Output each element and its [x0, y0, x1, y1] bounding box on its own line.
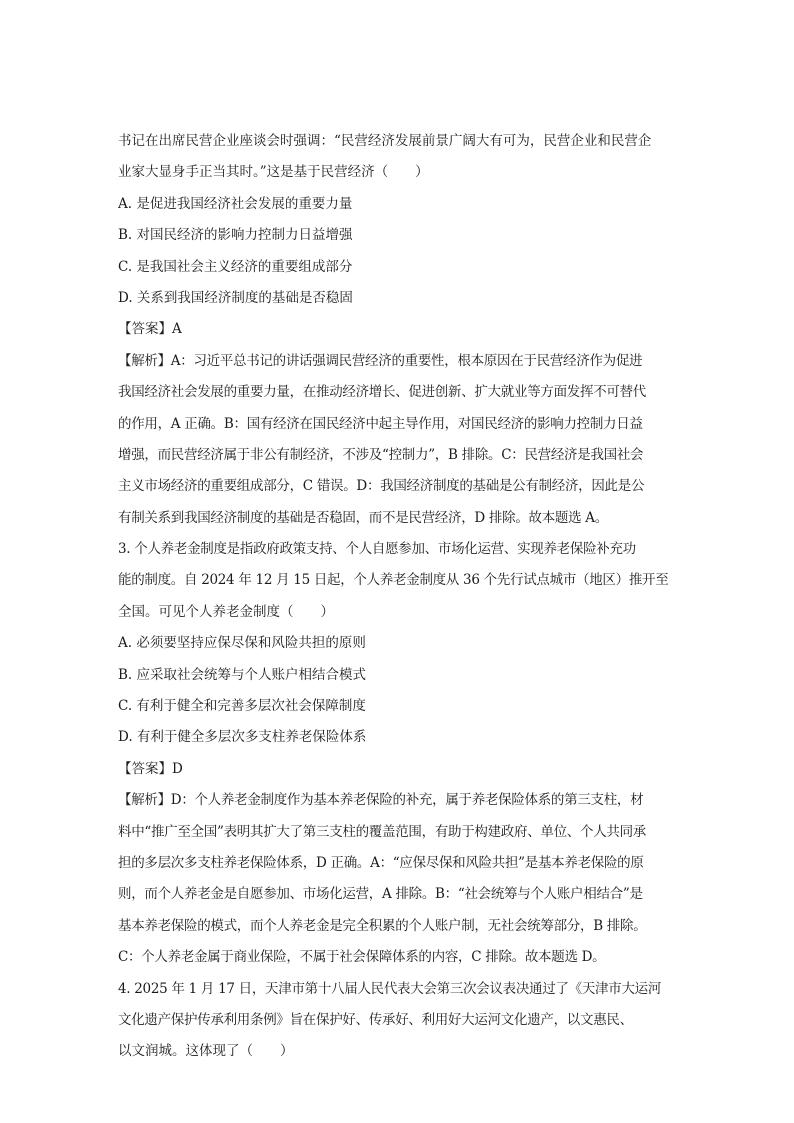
option-d: D. 关系到我国经济制度的基础是否稳固	[118, 289, 353, 306]
question-stem-line: 以文润城。这体现了（ ）	[118, 1043, 294, 1060]
analysis-line: 【解析】D：个人养老金制度作为基本养老保险的补充，属于养老保险体系的第三支柱，材	[118, 792, 644, 809]
question-stem-line: 文化遗产保护传承利用条例》旨在保护好、传承好、利用好大运河文化遗产，以文惠民、	[118, 1011, 633, 1028]
option-b: B. 对国民经济的影响力控制力日益增强	[118, 227, 353, 244]
option-c: C. 是我国社会主义经济的重要组成部分	[118, 258, 353, 275]
question-stem-line: 业家大显身手正当其时。”这是基于民营经济（ ）	[118, 164, 429, 181]
answer-line: 【答案】A	[118, 321, 182, 338]
analysis-line: 基本养老保险的模式，而个人养老金是完全积累的个人账户制，无社会统筹部分，B 排除。	[118, 917, 647, 934]
question-4	[118, 974, 684, 1068]
option-c: C. 有利于健全和完善多层次社会保障制度	[118, 698, 366, 715]
analysis-line: 我国经济社会发展的重要力量，在推动经济增长、促进创新、扩大就业等方面发挥不可替代	[118, 384, 646, 401]
option-a: A. 是促进我国经济社会发展的重要力量	[118, 195, 353, 212]
analysis-line: 则，而个人养老金是自愿参加、市场化运营，A 排除。B：“社会统筹与个人账户相结合”是	[118, 886, 643, 903]
analysis-line: 增强，而民营经济属于非公有制经济，不涉及“控制力”，B 排除。C：民营经济是我国社会	[118, 446, 644, 463]
option-d: D. 有利于健全多层次多支柱养老保险体系	[118, 729, 367, 746]
answer-line: 【答案】D	[118, 760, 183, 777]
question-stem-line: 3. 个人养老金制度是指政府政策支持、个人自愿参加、市场化运营、实现养老保险补充功	[118, 541, 636, 558]
analysis-line: 有制关系到我国经济制度的基础是否稳固，而不是民营经济，D 排除。故本题选 A。	[118, 509, 608, 526]
analysis-line: 的作用，A 正确。B：国有经济在国民经济中起主导作用，对国民经济的影响力控制力日益	[118, 415, 643, 432]
option-a: A. 必须要坚持应保尽保和风险共担的原则	[118, 635, 366, 652]
analysis-line: 主义市场经济的重要组成部分，C 错误。D：我国经济制度的基础是公有制经济，因此是公	[118, 478, 645, 495]
analysis-line: C：个人养老金属于商业保险，不属于社会保障体系的内容，C 排除。故本题选 D。	[118, 949, 606, 966]
question-stem-line: 能的制度。自 2024 年 12 月 15 日起，个人养老金制度从 36 个先行试点城市（地区）推开至	[118, 572, 669, 589]
analysis-line: 【解析】A：习近平总书记的讲话强调民营经济的重要性，根本原因在于民营经济作为促进	[118, 352, 643, 369]
analysis-line: 料中“推广至全国”表明其扩大了第三支柱的覆盖范围，有助于构建政府、单位、个人共同承	[118, 823, 647, 840]
question-stem-line: 4. 2025 年 1 月 17 日，天津市第十八届人民代表大会第三次会议表决通过了《天津市大运河	[118, 980, 662, 997]
analysis-line: 担的多层次多支柱养老保险体系，D 正确。A：“应保尽保和风险共担”是基本养老保险的原	[118, 854, 644, 871]
option-b: B. 应采取社会统筹与个人账户相结合模式	[118, 666, 367, 683]
question-2	[118, 126, 684, 534]
question-stem-line: 全国。可见个人养老金制度（ ）	[118, 603, 334, 620]
question-3	[118, 534, 684, 973]
question-stem-line: 书记在出席民营企业座谈会时强调：“民营经济发展前景广阔大有可为，民营企业和民营企	[118, 133, 652, 149]
